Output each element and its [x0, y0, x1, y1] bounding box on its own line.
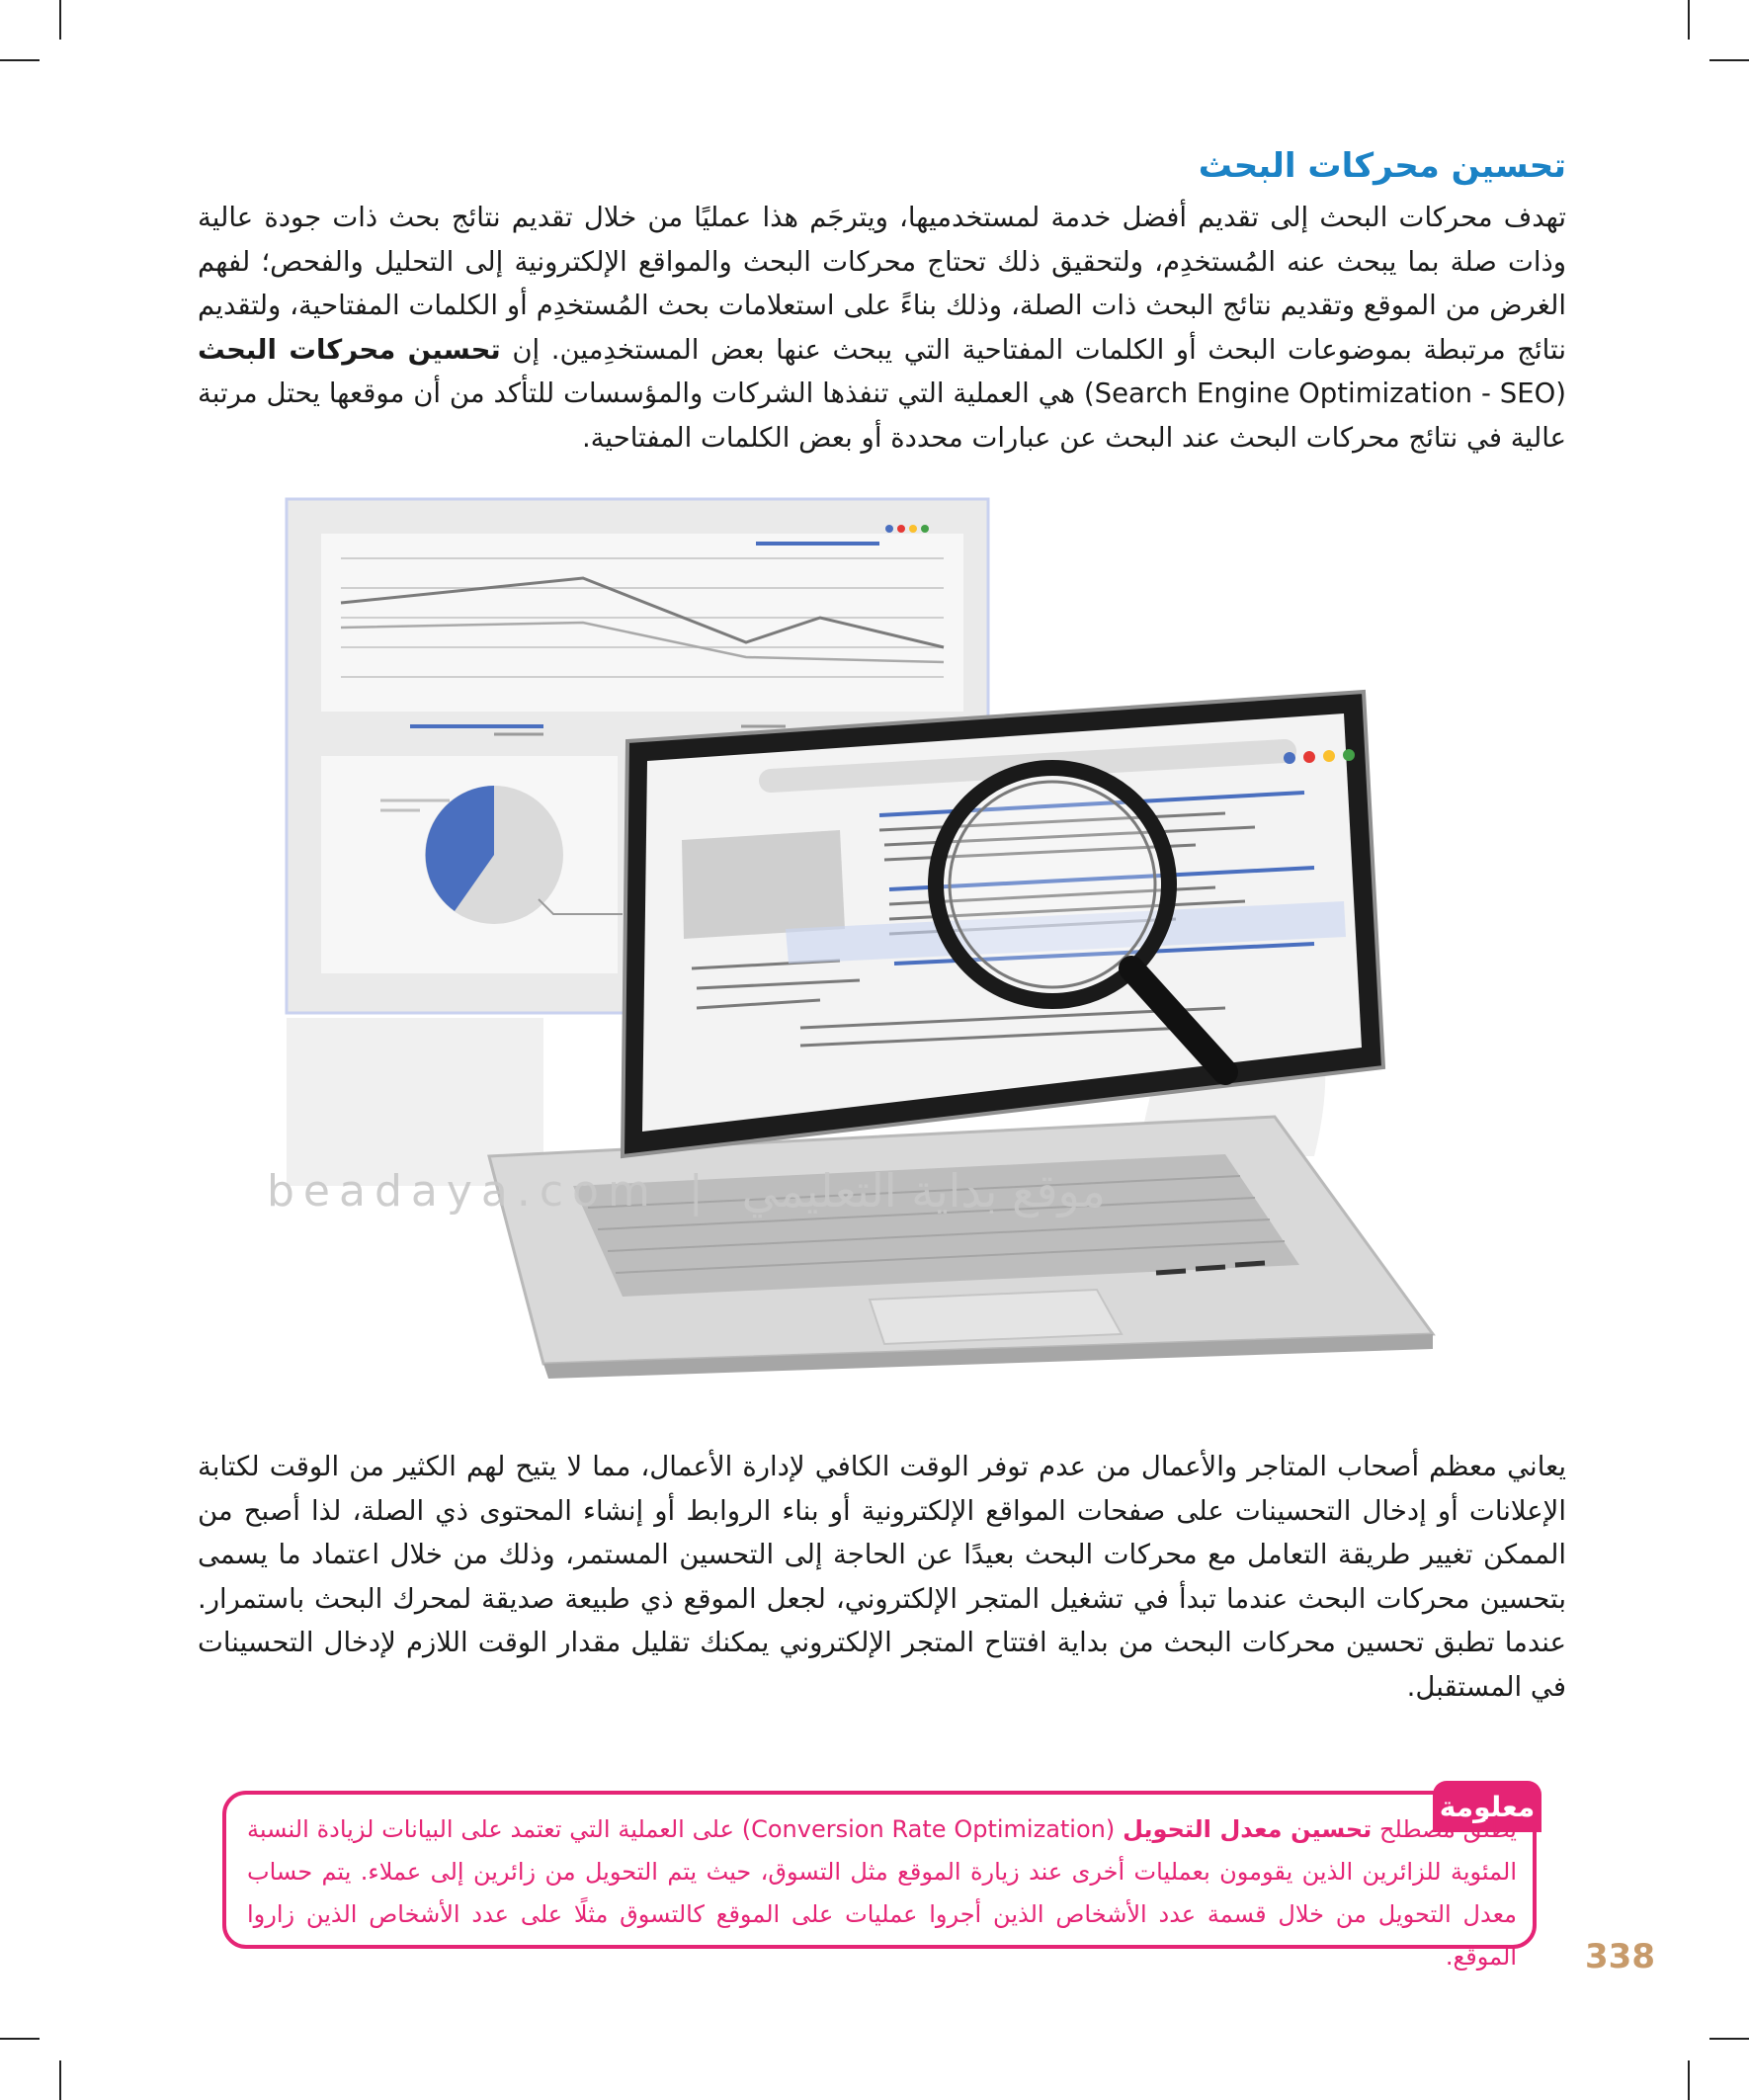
crop-mark	[1709, 2038, 1749, 2040]
crop-mark	[0, 59, 40, 61]
crop-mark	[59, 2060, 61, 2100]
body-paragraph: يعاني معظم أصحاب المتاجر والأعمال من عدم توفر الوقت الكافي لإدارة الأعمال، مما لا يتيح لهم الكثير من الوقت لكتابة الإعلانات أو إدخال التحسينات على صفحات المواقع الإلكترونية أو بناء الروابط أو إنشاء المحتوى ذي الصلة، لذا أصبح من الممكن تغيير طريقة التعامل مع محركات البحث بعيدًا عن الحاجة إلى التحسين المستمر، وذلك من خلال اعتماد ما يسمى بتحسين محركات البحث عندما تبدأ في تشغيل المتجر الإلكتروني، لجعل الموقع ذي طبيعة صديقة لمحرك البحث باستمرار. عندما تطبق تحسين محركات البحث من بداية افتتاح المتجر الإلكتروني يمكنك تقليل مقدار الوقت اللازم لإدخال التحسينات في المستقبل.	[198, 1451, 1566, 1703]
laptop	[489, 692, 1433, 1379]
intro-paragraph-part1: تهدف محركات البحث إلى تقديم أفضل خدمة لمستخدميها، ويترجَم هذا عمليًا من خلال تقديم نتائج بحث ذات جودة عالية وذات صلة بما يبحث عنه المُستخدِم، ولتحقيق ذلك تحتاج محركات البحث والمواقع الإلكترونية إلى التحليل والفحص؛ لفهم الغرض من الموقع وتقديم نتائج البحث ذات الصلة، وذلك بناءً على استعلامات بحث المُستخدِم أو الكلمات المفتاحية، ولتقديم نتائج مرتبطة بموضوعات البحث أو الكلمات المفتاحية التي يبحث عنها بعض المستخدِمين. إن	[198, 202, 1566, 366]
watermark-separator: |	[688, 1165, 712, 1217]
cro-term: تحسين معدل التحويل	[1123, 1815, 1373, 1843]
seo-term: تحسين محركات البحث	[198, 333, 501, 366]
intro-paragraph-part2: (Search Engine Optimization - SEO) هي العملية التي تنفذها الشركات والمؤسسات للتأكد من أن موقعها يحتل مرتبة عالية في نتائج محركات البحث عند البحث عن عبارات محددة أو بعض الكلمات المفتاحية.	[198, 378, 1566, 454]
crop-mark	[1688, 2060, 1690, 2100]
watermark-domain: beadaya.com	[267, 1165, 659, 1217]
info-label: معلومة	[1433, 1781, 1541, 1832]
intro-paragraph	[198, 196, 1566, 460]
touchpad	[870, 1290, 1122, 1344]
info-text	[247, 1808, 1517, 1978]
crop-mark	[0, 2038, 40, 2040]
info-text-part2: (Conversion Rate Optimization) على العملية التي تعتمد على البيانات لزيادة النسبة المئوية للزائرين الذين يقومون بعمليات أخرى عند زيارة الموقع مثل التسوق، حيث يتم التحويل من زائرين إلى عملاء. يتم حساب معدل التحويل من خلال قسمة عدد الأشخاص الذين أجروا عمليات على الموقع كالتسوق مثلًا على عدد الأشخاص الذين زاروا الموقع.	[247, 1815, 1517, 1971]
crop-mark	[1688, 0, 1690, 40]
watermark	[267, 1132, 1571, 1250]
info-text-part1: يطلق مصطلح	[1372, 1815, 1517, 1843]
crop-mark	[59, 0, 61, 40]
page-number: 338	[1585, 1937, 1655, 1976]
crop-mark	[1709, 59, 1749, 61]
watermark-arabic: موقع بداية التعليمي	[741, 1164, 1106, 1218]
image-placeholder	[682, 830, 845, 939]
section-title: تحسين محركات البحث	[1198, 146, 1566, 186]
